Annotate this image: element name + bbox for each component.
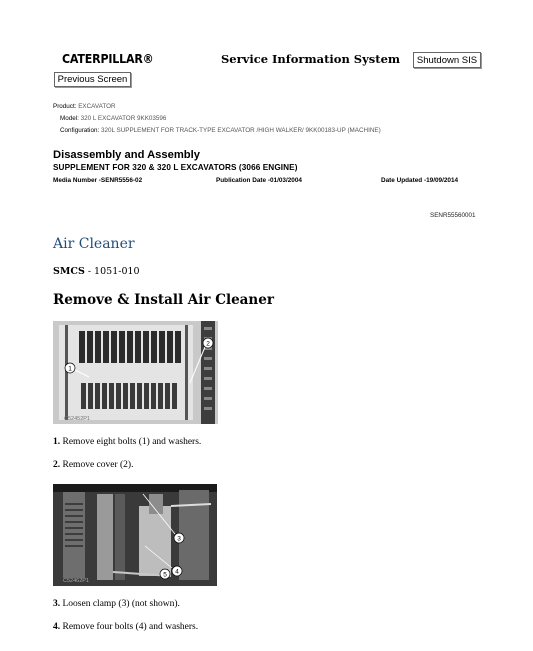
step-2 bbox=[53, 460, 133, 470]
smcs-label: SMCS bbox=[53, 266, 85, 277]
model-line bbox=[60, 115, 166, 122]
caterpillar-logo: CATERPILLAR® bbox=[62, 52, 154, 66]
step-4-text: Remove four bolts (4) and washers. bbox=[60, 622, 199, 632]
shutdown-sis-button[interactable]: Shutdown SIS bbox=[413, 52, 481, 68]
smcs-value: - 1051-010 bbox=[84, 266, 140, 277]
document-title: Disassembly and Assembly bbox=[53, 149, 200, 161]
media-number: Media Number -SENR5556-02 bbox=[53, 177, 143, 184]
step-4 bbox=[53, 622, 198, 632]
step-3 bbox=[53, 599, 180, 609]
configuration-value: 320L SUPPLEMENT FOR TRACK-TYPE EXCAVATOR /HIGH WALKER/ 9KK00183-UP (MACHINE) bbox=[100, 127, 381, 134]
callout-4: 4 bbox=[175, 568, 179, 576]
step-1-number: 1. bbox=[53, 437, 61, 447]
model-label: Model: bbox=[60, 115, 79, 122]
air-cleaner-housing bbox=[139, 506, 171, 576]
section-heading-air-cleaner: Air Cleaner bbox=[53, 236, 135, 252]
frame-post bbox=[185, 325, 188, 420]
product-label: Product: bbox=[53, 103, 77, 110]
figure-air-cleaner-clamp bbox=[53, 484, 217, 586]
figure-1-illustration bbox=[53, 321, 218, 424]
product-line bbox=[53, 103, 116, 110]
step-1 bbox=[53, 437, 201, 447]
vertical-pipe bbox=[97, 494, 113, 580]
callout-1: 1 bbox=[68, 365, 72, 373]
configuration-label: Configuration: bbox=[60, 127, 100, 134]
date-updated: Date Updated -19/09/2014 bbox=[381, 177, 459, 184]
model-value: 320 L EXCAVATOR 9KK03596 bbox=[80, 115, 167, 122]
product-value: EXCAVATOR bbox=[78, 103, 116, 110]
step-3-number: 3. bbox=[53, 599, 61, 609]
callout-5: 5 bbox=[163, 571, 167, 579]
callout-3: 3 bbox=[177, 535, 181, 543]
step-2-text: Remove cover (2). bbox=[60, 460, 134, 470]
callout-2: 2 bbox=[206, 340, 210, 348]
document-subtitle: SUPPLEMENT FOR 320 & 320 L EXCAVATORS (3066 ENGINE) bbox=[53, 163, 298, 172]
figure-2-illustration bbox=[53, 484, 217, 586]
reference-id: SENR55560001 bbox=[430, 212, 476, 219]
step-4-number: 4. bbox=[53, 622, 61, 632]
figure-2-label: C52462P1 bbox=[63, 578, 89, 584]
step-1-text: Remove eight bolts (1) and washers. bbox=[60, 437, 202, 447]
configuration-line bbox=[60, 127, 381, 134]
step-2-number: 2. bbox=[53, 460, 61, 470]
smcs-code bbox=[53, 266, 140, 277]
procedure-heading: Remove & Install Air Cleaner bbox=[53, 292, 274, 308]
step-3-text: Loosen clamp (3) (not shown). bbox=[60, 599, 180, 609]
system-title: Service Information System bbox=[221, 52, 401, 66]
previous-screen-button[interactable]: Previous Screen bbox=[54, 72, 131, 87]
publication-date: Publication Date -01/03/2004 bbox=[216, 177, 302, 184]
figure-air-cleaner-cover bbox=[53, 321, 218, 424]
left-panel bbox=[63, 492, 85, 578]
figure-1-label: C52452P1 bbox=[64, 416, 90, 422]
